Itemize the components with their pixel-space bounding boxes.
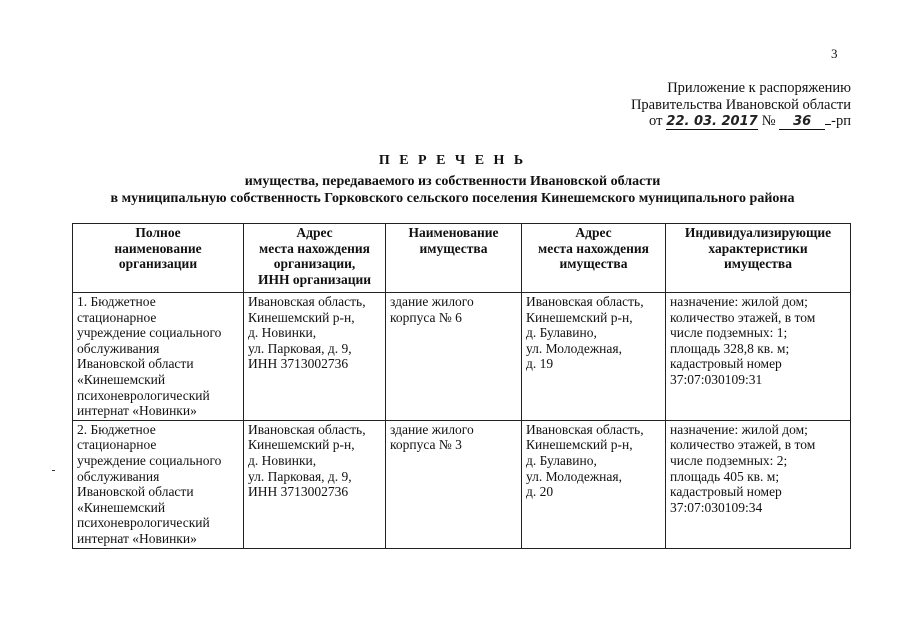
cell-organization-address: Ивановская область, Кинешемский р-н, д. Новинки, ул. Парковая, д. 9, ИНН 3713002736 bbox=[244, 293, 386, 421]
header-organization-address: Адрес места нахождения организации, ИНН организации bbox=[244, 224, 386, 293]
cell-characteristics: назначение: жилой дом; количество этажей, в том числе подземных: 1; площадь 328,8 кв. м; кадастровый номер 37:07:030109:31 bbox=[666, 293, 851, 421]
table-header-row bbox=[73, 224, 851, 293]
number-handwritten: 36 bbox=[793, 114, 812, 129]
table-row bbox=[73, 293, 851, 421]
document-subtitle-line-2: в муниципальную собственность Горковского сельского поселения Кинешемского муниципального района bbox=[110, 191, 795, 206]
cell-organization: 1. Бюджетное стационарное учреждение социального обслуживания Ивановской области «Кинешемский психоневрологический интернат «Новинки» bbox=[73, 293, 244, 421]
page-number: 3 bbox=[831, 46, 838, 61]
header-characteristics: Индивидуализирующие характеристики имущества bbox=[666, 224, 851, 293]
date-handwritten: 22. 03. 2017 bbox=[666, 114, 758, 129]
table-row bbox=[73, 420, 851, 548]
appendix-line-2: Правительства Ивановской области bbox=[630, 97, 851, 113]
property-table bbox=[72, 223, 851, 549]
date-prefix: от bbox=[649, 113, 663, 129]
cell-property-address: Ивановская область, Кинешемский р-н, д. Булавино, ул. Молодежная, д. 19 bbox=[522, 293, 666, 421]
cell-property-address: Ивановская область, Кинешемский р-н, д. Булавино, ул. Молодежная, д. 20 bbox=[522, 420, 666, 548]
appendix-line-1: Приложение к распоряжению bbox=[667, 80, 851, 96]
document-subtitle-line-1: имущества, передаваемого из собственности Ивановской области bbox=[244, 174, 661, 189]
header-organization: Полное наименование организации bbox=[73, 224, 244, 293]
cell-organization-address: Ивановская область, Кинешемский р-н, д. Новинки, ул. Парковая, д. 9, ИНН 3713002736 bbox=[244, 420, 386, 548]
cell-property-name: здание жилого корпуса № 6 bbox=[386, 293, 522, 421]
number-prefix: № bbox=[761, 113, 776, 129]
number-suffix: -рп bbox=[831, 113, 851, 129]
cell-property-name: здание жилого корпуса № 3 bbox=[386, 420, 522, 548]
cell-organization: 2. Бюджетное стационарное учреждение социального обслуживания Ивановской области «Кинешемский психоневрологический интернат «Новинки» bbox=[73, 420, 244, 548]
number-field bbox=[779, 114, 825, 130]
scan-speck bbox=[52, 470, 55, 471]
cell-characteristics: назначение: жилой дом; количество этажей, в том числе подземных: 2; площадь 405 кв. м; кадастровый номер 37:07:030109:34 bbox=[666, 420, 851, 548]
appendix-date-line bbox=[649, 113, 851, 130]
header-property-name: Наименование имущества bbox=[386, 224, 522, 293]
date-field bbox=[666, 114, 758, 130]
document-title: П Е Р Е Ч Е Н Ь bbox=[378, 153, 527, 168]
header-property-address: Адрес места нахождения имущества bbox=[522, 224, 666, 293]
